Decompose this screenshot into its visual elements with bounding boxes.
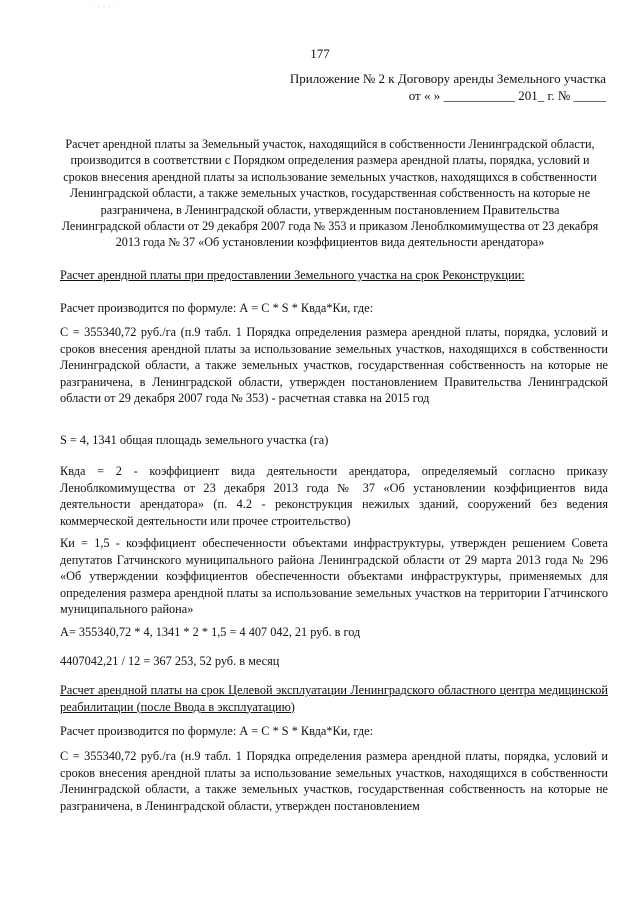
section1-ki-definition: Ки = 1,5 - коэффициент обеспеченности объектами инфраструктуры, утвержден решением Совета депутатов Гатчинского муниципального района Ленинградской области от 29 марта 2013 года № 296 «Об утверждении коэффициентов обеспеченности объектами инфраструктуры, применяемых для определения размера арендной платы за использование земельных участков на территории Гатчинского муниципального района» (60, 536, 608, 617)
scan-mark: · · · · · (92, 4, 117, 10)
appendix-header (290, 70, 606, 104)
appendix-date-line: от « » ___________ 201_ г. № _____ (408, 88, 606, 103)
section1-formula: Расчет производится по формуле: А = С * S * Квда*Ки, где: (60, 301, 373, 315)
appendix-title: Приложение № 2 к Договору аренды Земельного участка (289, 71, 606, 86)
section1-monthly-calculation: 4407042,21 / 12 = 367 253, 52 руб. в месяц (60, 654, 280, 668)
section2-c-definition: С = 355340,72 руб./га (н.9 табл. 1 Порядка определения размера арендной платы, порядка, условий и сроков внесения арендной платы за использование земельных участков, находящихся в собственности Ленинградской области, а также земельных участков, государственная собственность на которые не разграничена, в Ленинградской области, утвержден постановлением (60, 749, 608, 813)
section1-kvda-definition: Квда = 2 - коэффициент вида деятельности арендатора, определяемый согласно приказу Леноблкомимущества от 23 декабря 2013 года № 37 «Об установлении коэффициентов вида деятельности арендатора» (п. 4.2 - реконструкция нежилых зданий, сооружений без ведения коммерческой деятельности или прочее строительство) (60, 464, 608, 528)
section2-heading: Расчет арендной платы на срок Целевой эксплуатации Ленинградского областного центра медицинской реабилитации (после Ввода в эксплуатацию) (60, 683, 608, 714)
section2-formula: Расчет производится по формуле: А = С * S * Квда*Ки, где: (60, 724, 373, 738)
section1-annual-calculation: А= 355340,72 * 4, 1341 * 2 * 1,5 = 4 407 042, 21 руб. в год (60, 625, 361, 639)
section1-heading: Расчет арендной платы при предоставлении Земельного участка на срок Реконструкции: (60, 268, 525, 282)
section1-c-definition: С = 355340,72 руб./га (п.9 табл. 1 Порядка определения размера арендной платы, порядка, условий и сроков внесения арендной платы за использование земельных участков, находящихся в собственности Ленинградской области, а также земельных участков, государственная собственность на которые не разграничена, в Ленинградской области, утвержден постановлением Правительства Ленинградской области от 29 декабря 2007 года № 353) - расчетная ставка на 2015 год (60, 325, 608, 406)
page-number: 177 (310, 46, 330, 61)
section1-s-definition: S = 4, 1341 общая площадь земельного участка (га) (60, 433, 329, 447)
intro-paragraph: Расчет арендной платы за Земельный участок, находящийся в собственности Ленинградской области, производится в соответствии с Порядком определения размера арендной платы, порядка, условий и сроков внесения арендной платы за использование земельных участков, находящихся в собственности Ленинградской области, а также земельных участков, государственная собственность на которые не разграничена, в Ленинградской области, утвержденным постановлением Правительства Ленинградской области от 29 декабря 2007 года № 353 и приказом Леноблкомимущества от 23 декабря 2013 года № 37 «Об установлении коэффициентов вида деятельности арендатора» (61, 137, 599, 250)
